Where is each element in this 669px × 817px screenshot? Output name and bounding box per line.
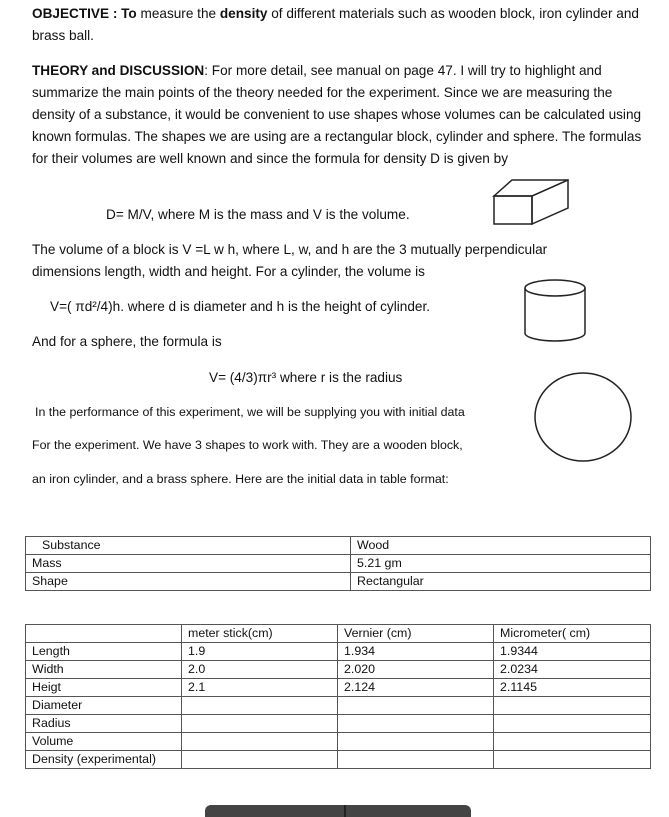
measurement-table xyxy=(25,624,651,769)
table-cell: Rectangular xyxy=(351,573,651,591)
table-row xyxy=(26,733,651,751)
table-cell: 2.0234 xyxy=(494,661,651,679)
table-cell xyxy=(338,715,494,733)
page-toolbar-edge[interactable] xyxy=(205,805,471,817)
objective-label: OBJECTIVE : To xyxy=(32,6,137,21)
table-row xyxy=(26,661,651,679)
table-cell xyxy=(494,751,651,769)
rectangular-block-icon xyxy=(492,177,572,227)
table-cell xyxy=(182,697,338,715)
table-cell xyxy=(494,715,651,733)
table-cell: 2.0 xyxy=(182,661,338,679)
table-row xyxy=(26,573,651,591)
table-cell: 5.21 gm xyxy=(351,555,651,573)
sphere-intro: And for a sphere, the formula is xyxy=(32,334,222,349)
table-cell: 1.9344 xyxy=(494,643,651,661)
theory-label: THEORY and DISCUSSION xyxy=(32,63,205,78)
table-cell: 2.1145 xyxy=(494,679,651,697)
table-cell: Heigt xyxy=(26,679,182,697)
table-cell: 2.1 xyxy=(182,679,338,697)
table-cell: Wood xyxy=(351,537,651,555)
table-cell xyxy=(338,751,494,769)
objective-paragraph xyxy=(32,3,652,47)
performance-line-1: In the performance of this experiment, we will be supplying you with initial data xyxy=(35,405,465,419)
table-cell xyxy=(494,697,651,715)
table-header-cell xyxy=(26,625,182,643)
table-row xyxy=(26,643,651,661)
table-cell: Width xyxy=(26,661,182,679)
table-cell: Substance xyxy=(26,537,351,555)
table-cell: 2.124 xyxy=(338,679,494,697)
table-header-cell: Micrometer( cm) xyxy=(494,625,651,643)
table-row xyxy=(26,679,651,697)
performance-line-2: For the experiment. We have 3 shapes to work with. They are a wooden block, xyxy=(32,438,463,452)
table-cell: Diameter xyxy=(26,697,182,715)
table-header-cell: meter stick(cm) xyxy=(182,625,338,643)
table-cell: Radius xyxy=(26,715,182,733)
density-formula: D= M/V, where M is the mass and V is the volume. xyxy=(106,207,410,222)
table-cell: Shape xyxy=(26,573,351,591)
table-cell: Mass xyxy=(26,555,351,573)
substance-table xyxy=(25,536,651,591)
cylinder-icon xyxy=(522,278,588,344)
theory-text: : For more detail, see manual on page 47. I will try to highlight and summarize the main points of the theory needed for the experiment. Since we are measuring the density of a substance, it would be convenient to use shapes whose volumes can be calculated using known formulas. The shapes we are using are a rectangular block, cylinder and sphere. The formulas for their volumes are well known and since the formula for density D is given by xyxy=(32,63,642,166)
table-header-cell: Vernier (cm) xyxy=(338,625,494,643)
table-cell: 1.9 xyxy=(182,643,338,661)
table-cell: Length xyxy=(26,643,182,661)
objective-text-2: of different materials such as wooden block, iron cylinder and brass ball. xyxy=(32,6,639,43)
table-cell xyxy=(494,733,651,751)
table-row xyxy=(26,751,651,769)
table-cell: 2.020 xyxy=(338,661,494,679)
table-row xyxy=(26,537,651,555)
table-row xyxy=(26,697,651,715)
sphere-formula: V= (4/3)πr³ where r is the radius xyxy=(209,370,403,385)
sphere-icon xyxy=(532,370,634,464)
table-cell: 1.934 xyxy=(338,643,494,661)
table-cell: Density (experimental) xyxy=(26,751,182,769)
table-cell xyxy=(182,715,338,733)
objective-text-1: measure the xyxy=(136,6,220,21)
table-cell xyxy=(182,733,338,751)
block-volume-text: The volume of a block is V =L w h, where L, w, and h are the 3 mutually perpendicular dimensions length, width and height. For a cylinder, the volume is xyxy=(32,242,548,279)
table-cell xyxy=(338,733,494,751)
table-cell: Volume xyxy=(26,733,182,751)
table-cell xyxy=(338,697,494,715)
table-row xyxy=(26,555,651,573)
table-header-row xyxy=(26,625,651,643)
theory-paragraph xyxy=(32,60,646,170)
objective-bold-word: density xyxy=(219,6,268,21)
performance-line-3: an iron cylinder, and a brass sphere. Here are the initial data in table format: xyxy=(32,472,449,486)
table-cell xyxy=(182,751,338,769)
table-row xyxy=(26,715,651,733)
cylinder-formula: V=( πd²/4)h. where d is diameter and h is the height of cylinder. xyxy=(50,299,431,314)
